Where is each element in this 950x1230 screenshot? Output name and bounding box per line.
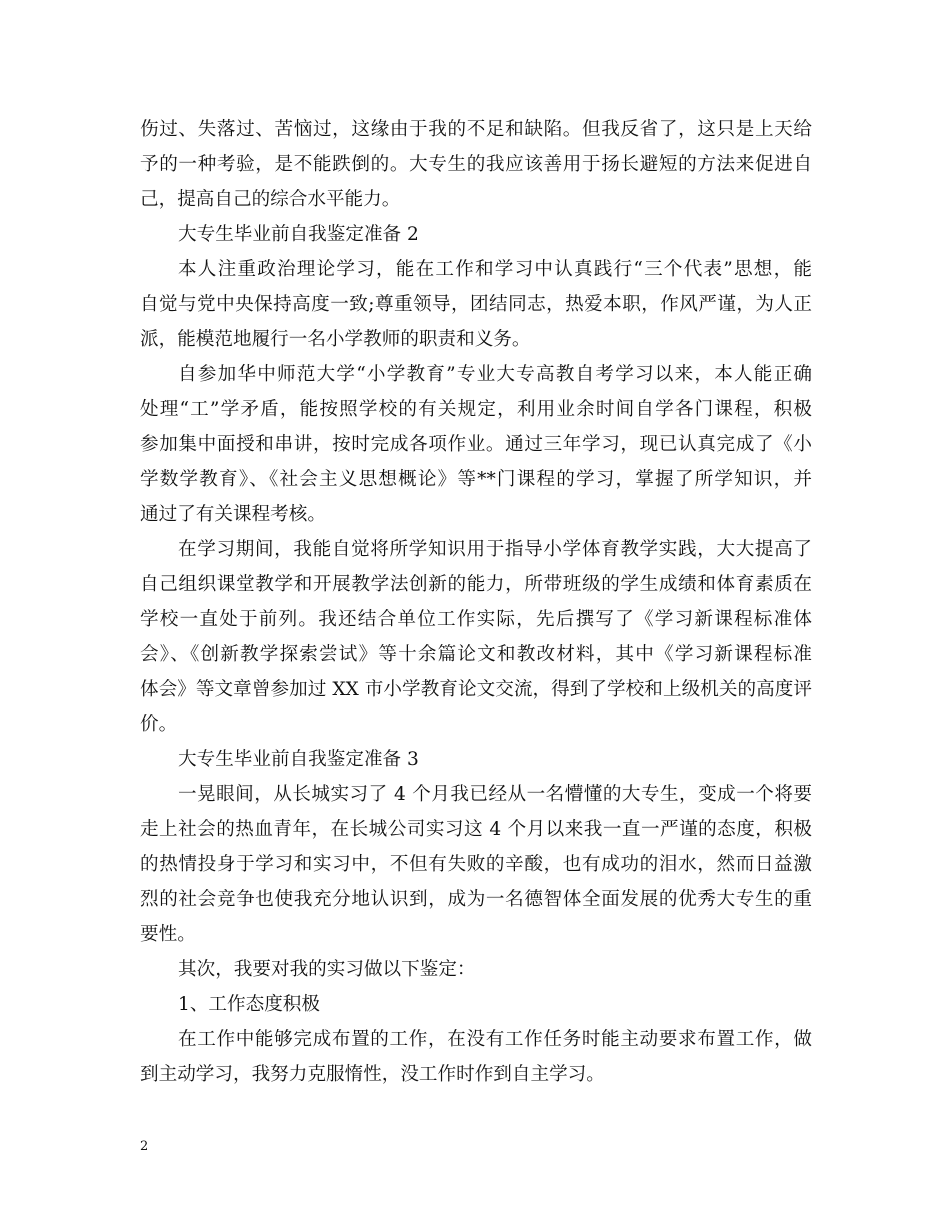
text-line: 要性。 xyxy=(140,924,196,945)
text-line: 自己组织课堂教学和开展教学法创新的能力，所带班级的学生成绩和体育素质在 xyxy=(140,574,812,595)
text-line: 派，能模范地履行一名小学教师的职责和义务。 xyxy=(140,329,531,350)
text-line: 学数学教育》、《社会主义思想概论》等**门课程的学习，掌握了所学知识，并 xyxy=(140,469,812,490)
text-line: 本人注重政治理论学习，能在工作和学习中认真践行“三个代表”思想，能 xyxy=(178,259,812,280)
numbered-item: 1、工作态度积极 xyxy=(178,994,320,1015)
text-line: 在工作中能够完成布置的工作，在没有工作任务时能主动要求布置工作，做 xyxy=(178,1029,812,1050)
section-heading: 大专生毕业前自我鉴定准备 3 xyxy=(178,749,419,770)
text-line: 的热情投身于学习和实习中，不但有失败的辛酸，也有成功的泪水，然而日益激 xyxy=(140,854,812,875)
text-line: 己，提高自己的综合水平能力。 xyxy=(140,189,401,210)
page-number: 2 xyxy=(140,1139,149,1154)
text-line: 烈的社会竞争也使我充分地认识到，成为一名德智体全面发展的优秀大专生的重 xyxy=(140,889,812,910)
text-line: 一晃眼间，从长城实习了 4 个月我已经从一名懵懂的大专生，变成一个将要 xyxy=(178,784,812,805)
text-line: 会》、《创新教学探索尝试》等十余篇论文和教改材料，其中《学习新课程标准 xyxy=(140,644,812,665)
text-line: 价。 xyxy=(140,714,178,735)
text-line: 体会》等文章曾参加过 XX 市小学教育论文交流，得到了学校和上级机关的高度评 xyxy=(140,679,812,700)
text-line: 伤过、失落过、苦恼过，这缘由于我的不足和缺陷。但我反省了，这只是上天给 xyxy=(140,119,812,140)
text-line: 处理“工”学矛盾，能按照学校的有关规定，利用业余时间自学各门课程，积极 xyxy=(140,399,812,420)
section-heading: 大专生毕业前自我鉴定准备 2 xyxy=(178,224,419,245)
text-line: 走上社会的热血青年，在长城公司实习这 4 个月以来我一直一严谨的态度，积极 xyxy=(140,819,812,840)
text-line: 在学习期间，我能自觉将所学知识用于指导小学体育教学实践，大大提高了 xyxy=(178,539,812,560)
text-line: 参加集中面授和串讲，按时完成各项作业。通过三年学习，现已认真完成了《小 xyxy=(140,434,812,455)
text-line: 予的一种考验，是不能跌倒的。大专生的我应该善用于扬长避短的方法来促进自 xyxy=(140,154,812,175)
text-line: 其次，我要对我的实习做以下鉴定： xyxy=(178,959,476,980)
text-line: 学校一直处于前列。我还结合单位工作实际，先后撰写了《学习新课程标准体 xyxy=(140,609,812,630)
text-line: 到主动学习，我努力克服惰性，没工作时作到自主学习。 xyxy=(140,1064,605,1085)
text-line: 自觉与党中央保持高度一致;尊重领导，团结同志，热爱本职，作风严谨，为人正 xyxy=(140,294,812,315)
text-line: 通过了有关课程考核。 xyxy=(140,504,326,525)
text-line: 自参加华中师范大学“小学教育”专业大专高教自考学习以来，本人能正确 xyxy=(178,364,812,385)
document-body xyxy=(140,112,812,1092)
